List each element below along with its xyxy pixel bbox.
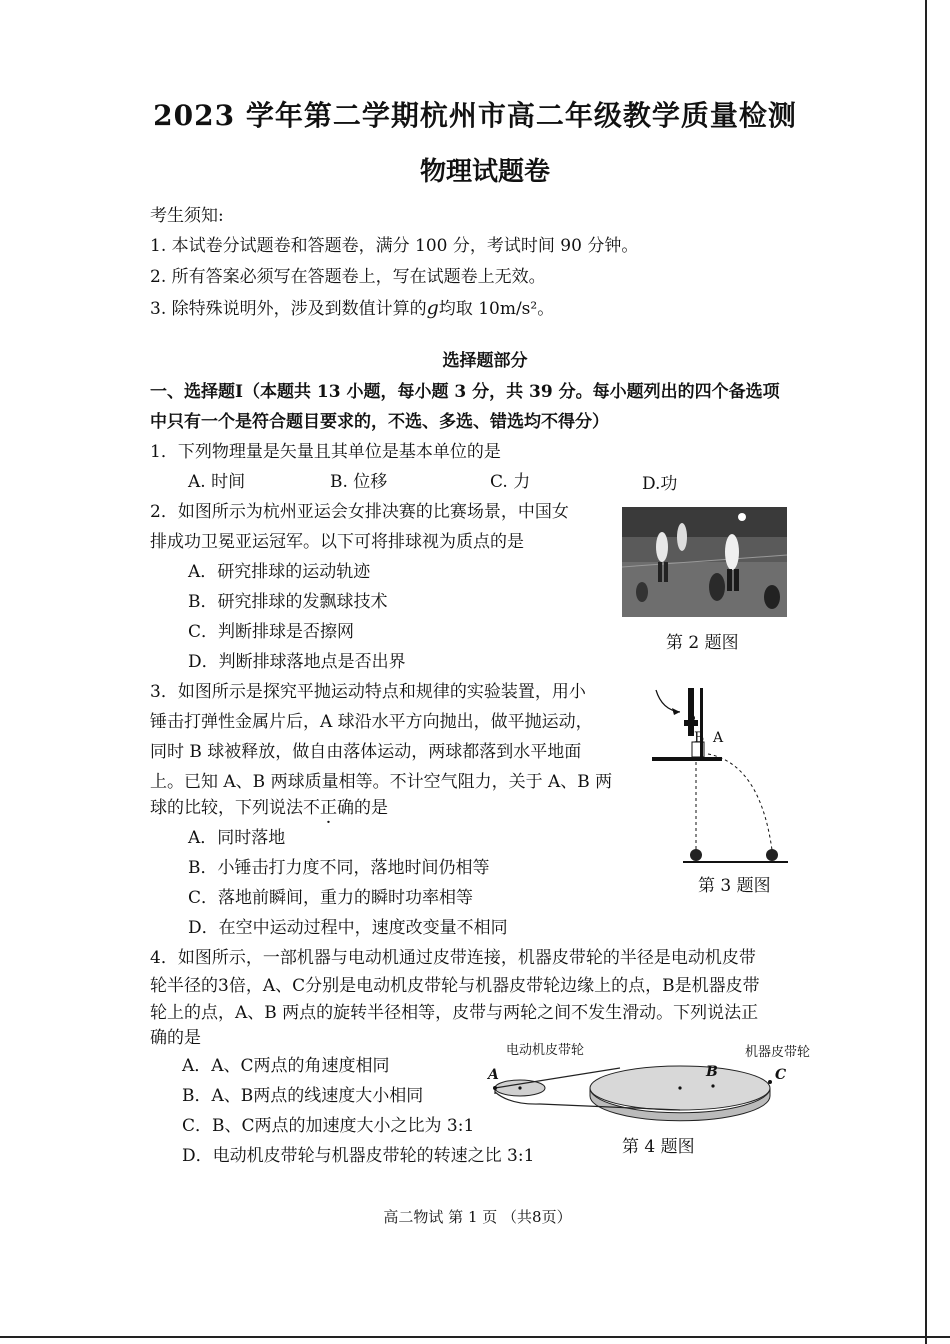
q2-figure-caption: 第 2 题图 [666,633,739,653]
q2-option-d: D．判断排球落地点是否出界 [188,652,406,672]
q3-stem-line2: 锤击打弹性金属片后，A 球沿水平方向抛出，做平抛运动， [150,712,593,732]
q3-figure-caption: 第 3 题图 [698,876,771,896]
q1-option-d: D.功 [642,474,678,494]
q2-option-a: A．研究排球的运动轨迹 [188,562,371,582]
section-title: 选择题部分 [442,351,528,371]
q3-stem-line5: 球的比较，下列说法不正确的是 [150,798,388,818]
volleyball-photo [622,507,787,617]
scan-border-bottom [0,1336,950,1338]
q2-stem-line1: 2．如图所示为杭州亚运会女排决赛的比赛场景，中国女 [150,502,569,522]
q4-option-d: D．电动机皮带轮与机器皮带轮的转速之比 3:1 [182,1146,535,1166]
q4-stem-line2: 轮半径的3倍，A、C分别是电动机皮带轮与机器皮带轮边缘上的点，B是机器皮带 [150,976,760,996]
section-instruction-line2: 中只有一个是符合题目要求的，不选、多选、错选均不得分） [150,412,609,432]
q3-option-d: D．在空中运动过程中，速度改变量不相同 [188,918,508,938]
exam-title: 2023 学年第二学期杭州市高二年级教学质量检测 [153,99,797,132]
q4-label-a: A [488,1067,499,1083]
q4-figure-caption: 第 4 题图 [622,1137,695,1157]
q3-stem-line4: 上。已知 A、B 两球质量相等。不计空气阻力，关于 A、B 两 [150,772,613,792]
notice-item-2: 2. 所有答案必须写在答题卷上，写在试题卷上无效。 [150,267,546,287]
volleyball-scene [622,507,787,617]
q4-stem-line1: 4．如图所示，一部机器与电动机通过皮带连接，机器皮带轮的半径是电动机皮带 [150,948,756,968]
q4-label-motor-pulley: 电动机皮带轮 [506,1043,585,1058]
q4-belt-pulley-diagram [480,1060,780,1130]
q2-stem-line2: 排成功卫冕亚运冠军。以下可将排球视为质点的是 [150,532,524,552]
notice-heading: 考生须知: [150,206,224,226]
q2-option-c: C．判断排球是否擦网 [188,622,355,642]
q3-label-a: A [713,730,724,746]
q4-label-b: B [706,1064,718,1080]
q1-stem: 1．下列物理量是矢量且其单位是基本单位的是 [150,442,501,462]
q3-option-b: B．小锤击打力度不同，落地时间仍相等 [188,858,490,878]
page-footer: 高二物试 第 1 页 （共8页） [383,1208,572,1226]
scan-border-right [925,0,927,1344]
q4-option-b: B．A、B两点的线速度大小相同 [182,1086,424,1106]
q1-option-a: A. 时间 [188,472,246,492]
section-instruction-line1: 一、选择题I（本题共 13 小题，每小题 3 分，共 39 分。每小题列出的四个备选项 [150,382,780,402]
notice-item-1: 1. 本试卷分试题卷和答题卷，满分 100 分，考试时间 90 分钟。 [150,236,639,256]
q3-label-b: B [694,730,705,746]
q3-option-c: C．落地前瞬间，重力的瞬时功率相等 [188,888,474,908]
q4-label-machine-pulley: 机器皮带轮 [745,1045,811,1060]
q2-option-b: B．研究排球的发飘球技术 [188,592,388,612]
q4-option-c: C．B、C两点的加速度大小之比为 3:1 [182,1116,475,1136]
exam-subtitle: 物理试题卷 [419,157,550,187]
q3-apparatus-diagram [648,682,793,867]
q4-stem-line4: 确的是 [150,1028,201,1048]
q1-option-c: C. 力 [490,472,531,492]
q3-stem-line1: 3．如图所示是探究平抛运动特点和规律的实验装置，用小 [150,682,586,702]
q1-option-b: B. 位移 [330,472,388,492]
q3-option-a: A．同时落地 [188,828,286,848]
q4-option-a: A．A、C两点的角速度相同 [182,1056,390,1076]
q4-label-c: C [775,1067,787,1083]
q4-stem-line3: 轮上的点，A、B 两点的旋转半径相等，皮带与两轮之间不发生滑动。下列说法正 [150,1003,759,1023]
q3-emphasis: 不正确 [303,798,354,818]
notice-item-3: 3. 除特殊说明外，涉及到数值计算的g均取 10m/s²。 [150,297,555,319]
q3-stem-line3: 同时 B 球被释放，做自由落体运动，两球都落到水平地面 [150,742,582,762]
